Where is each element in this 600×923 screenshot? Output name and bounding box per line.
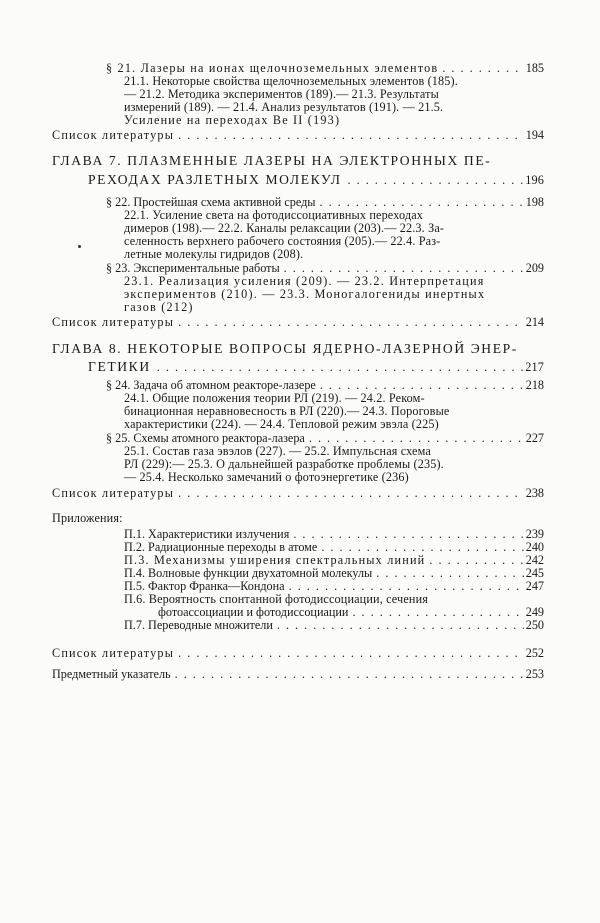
toc-entry-label: фотоассоциации и фотодиссоциации bbox=[158, 605, 349, 619]
toc-subentry: экспериментов (210). — 23.3. Моногалогениды инертных bbox=[124, 287, 486, 301]
toc-entry-page: 217 bbox=[525, 360, 544, 374]
toc-subentry: РЛ (229):— 25.3. О дальнейшей разработке проблемы (235). bbox=[124, 457, 444, 471]
toc-entry-page: 209 bbox=[525, 261, 544, 275]
toc-entry-page: 249 bbox=[525, 605, 544, 619]
toc-entry-label: Предметный указатель bbox=[52, 667, 171, 681]
toc-entry-label: П.2. Радиационные переходы в атоме bbox=[124, 540, 318, 554]
toc-subentry: измерений (189). — 21.4. Анализ результатов (191). — 21.5. bbox=[124, 100, 444, 114]
toc-subentry: 25.1. Состав газа эвэлов (227). — 25.2. Импульсная схема bbox=[124, 444, 431, 458]
toc-subentry: селенность верхнего рабочего состояния (205).— 22.4. Раз- bbox=[124, 234, 441, 248]
print-speck bbox=[78, 245, 81, 248]
toc-entry-page: 253 bbox=[525, 667, 544, 681]
toc-entry-page: 240 bbox=[525, 540, 544, 554]
chapter-7-title: ГЛАВА 7. ПЛАЗМЕННЫЕ ЛАЗЕРЫ НА ЭЛЕКТРОННЫХ ПЕ- bbox=[52, 153, 492, 168]
appendix-item bbox=[124, 619, 544, 632]
toc-subentry: газов (212) bbox=[124, 300, 194, 314]
toc-entry-refs-ch7 bbox=[52, 316, 544, 329]
leader-dots bbox=[157, 359, 523, 375]
chapter-8-title-line2 bbox=[88, 359, 544, 375]
leader-dots bbox=[352, 606, 523, 619]
toc-entry-label: П.5. Фактор Франка—Кондона bbox=[124, 579, 285, 593]
toc-entry-refs-ch8 bbox=[52, 487, 544, 500]
toc-subentry: 21.1. Некоторые свойства щелочноземельных элементов (185). bbox=[124, 74, 458, 88]
toc-entry-page: 252 bbox=[525, 646, 544, 660]
toc-entry-label: Список литературы bbox=[52, 486, 175, 500]
toc-entry-page: 247 bbox=[525, 579, 544, 593]
toc-entry-page: 214 bbox=[525, 315, 544, 329]
leader-dots bbox=[376, 567, 523, 580]
leader-dots bbox=[175, 668, 524, 681]
toc-entry-label: § 23. Экспериментальные работы bbox=[106, 261, 280, 275]
toc-entry-label: Список литературы bbox=[52, 315, 175, 329]
toc-entry-page: 245 bbox=[525, 566, 544, 580]
leader-dots bbox=[429, 554, 523, 567]
toc-entry-label: Список литературы bbox=[52, 646, 175, 660]
toc-subentry: 23.1. Реализация усиления (209). — 23.2. Интерпретация bbox=[124, 274, 485, 288]
appendix-heading: Приложения: bbox=[52, 511, 123, 525]
toc-subentry: димеров (198).— 22.2. Каналы релаксации (203).— 22.3. За- bbox=[124, 221, 445, 235]
toc-entry-label: § 22. Простейшая схема активной среды bbox=[106, 195, 316, 209]
toc-entry-page: 239 bbox=[525, 527, 544, 541]
toc-entry-page: 242 bbox=[525, 553, 544, 567]
leader-dots bbox=[178, 129, 524, 142]
toc-entry-page: 238 bbox=[525, 486, 544, 500]
toc-entry-label: П.3. Механизмы уширения спектральных линий bbox=[124, 553, 426, 567]
toc-entry-page: 194 bbox=[525, 128, 544, 142]
toc-subentry: — 25.4. Несколько замечаний о фотоэнергетике (236) bbox=[124, 470, 409, 484]
leader-dots bbox=[293, 528, 523, 541]
toc-entry-label: § 25. Схемы атомного реактора-лазера bbox=[106, 431, 305, 445]
toc-subentry: характеристики (224). — 24.4. Тепловой режим эвэла (225) bbox=[124, 417, 439, 431]
toc-entry-refs-ch6 bbox=[52, 129, 544, 142]
toc-subentry: Усиление на переходах Be II (193) bbox=[124, 113, 341, 127]
toc-entry-page: 227 bbox=[525, 431, 544, 445]
toc-entry-label: П.7. Переводные множители bbox=[124, 618, 273, 632]
toc-entry-page: 218 bbox=[525, 378, 544, 392]
toc-entry-label: § 21. Лазеры на ионах щелочноземельных элементов bbox=[106, 61, 439, 75]
toc-subentry: бинационная неравновесность в РЛ (220).— 24.3. Пороговые bbox=[124, 404, 450, 418]
chapter-title-text: ГЕТИКИ bbox=[88, 359, 151, 374]
toc-subentry: летные молекулы гидридов (208). bbox=[124, 247, 304, 261]
toc-entry-label: П.4. Волновые функции двухатомной молекулы bbox=[124, 566, 373, 580]
chapter-title-text: РЕХОДАХ РАЗЛЕТНЫХ МОЛЕКУЛ bbox=[88, 172, 342, 187]
toc-entry-page: 185 bbox=[525, 61, 544, 75]
chapter-8-title: ГЛАВА 8. НЕКОТОРЫЕ ВОПРОСЫ ЯДЕРНО-ЛАЗЕРНОЙ ЭНЕР- bbox=[52, 341, 518, 356]
chapter-7-title-line2 bbox=[88, 172, 544, 188]
toc-subentry: 24.1. Общие положения теории РЛ (219). — 24.2. Реком- bbox=[124, 391, 425, 405]
toc-entry-page: 196 bbox=[525, 173, 544, 187]
toc-entry-page: 198 bbox=[525, 195, 544, 209]
toc-entry-label: § 24. Задача об атомном реакторе-лазере bbox=[106, 378, 316, 392]
toc-entry-page: 250 bbox=[525, 618, 544, 632]
leader-dots bbox=[178, 647, 524, 660]
appendix-item: П.6. Вероятность спонтанной фотодиссоциации, сечения bbox=[124, 592, 429, 606]
toc-subentry: 22.1. Усиление света на фотодиссоциативных переходах bbox=[124, 208, 424, 222]
toc-entry-label: Список литературы bbox=[52, 128, 175, 142]
leader-dots bbox=[348, 172, 524, 188]
toc-entry-label: П.1. Характеристики излучения bbox=[124, 527, 290, 541]
leader-dots bbox=[277, 619, 524, 632]
leader-dots bbox=[178, 316, 524, 329]
toc-entry-index bbox=[52, 668, 544, 681]
toc-entry-final-refs bbox=[52, 647, 544, 660]
leader-dots bbox=[178, 487, 524, 500]
toc-subentry: — 21.2. Методика экспериментов (189).— 21.3. Результаты bbox=[124, 87, 439, 101]
